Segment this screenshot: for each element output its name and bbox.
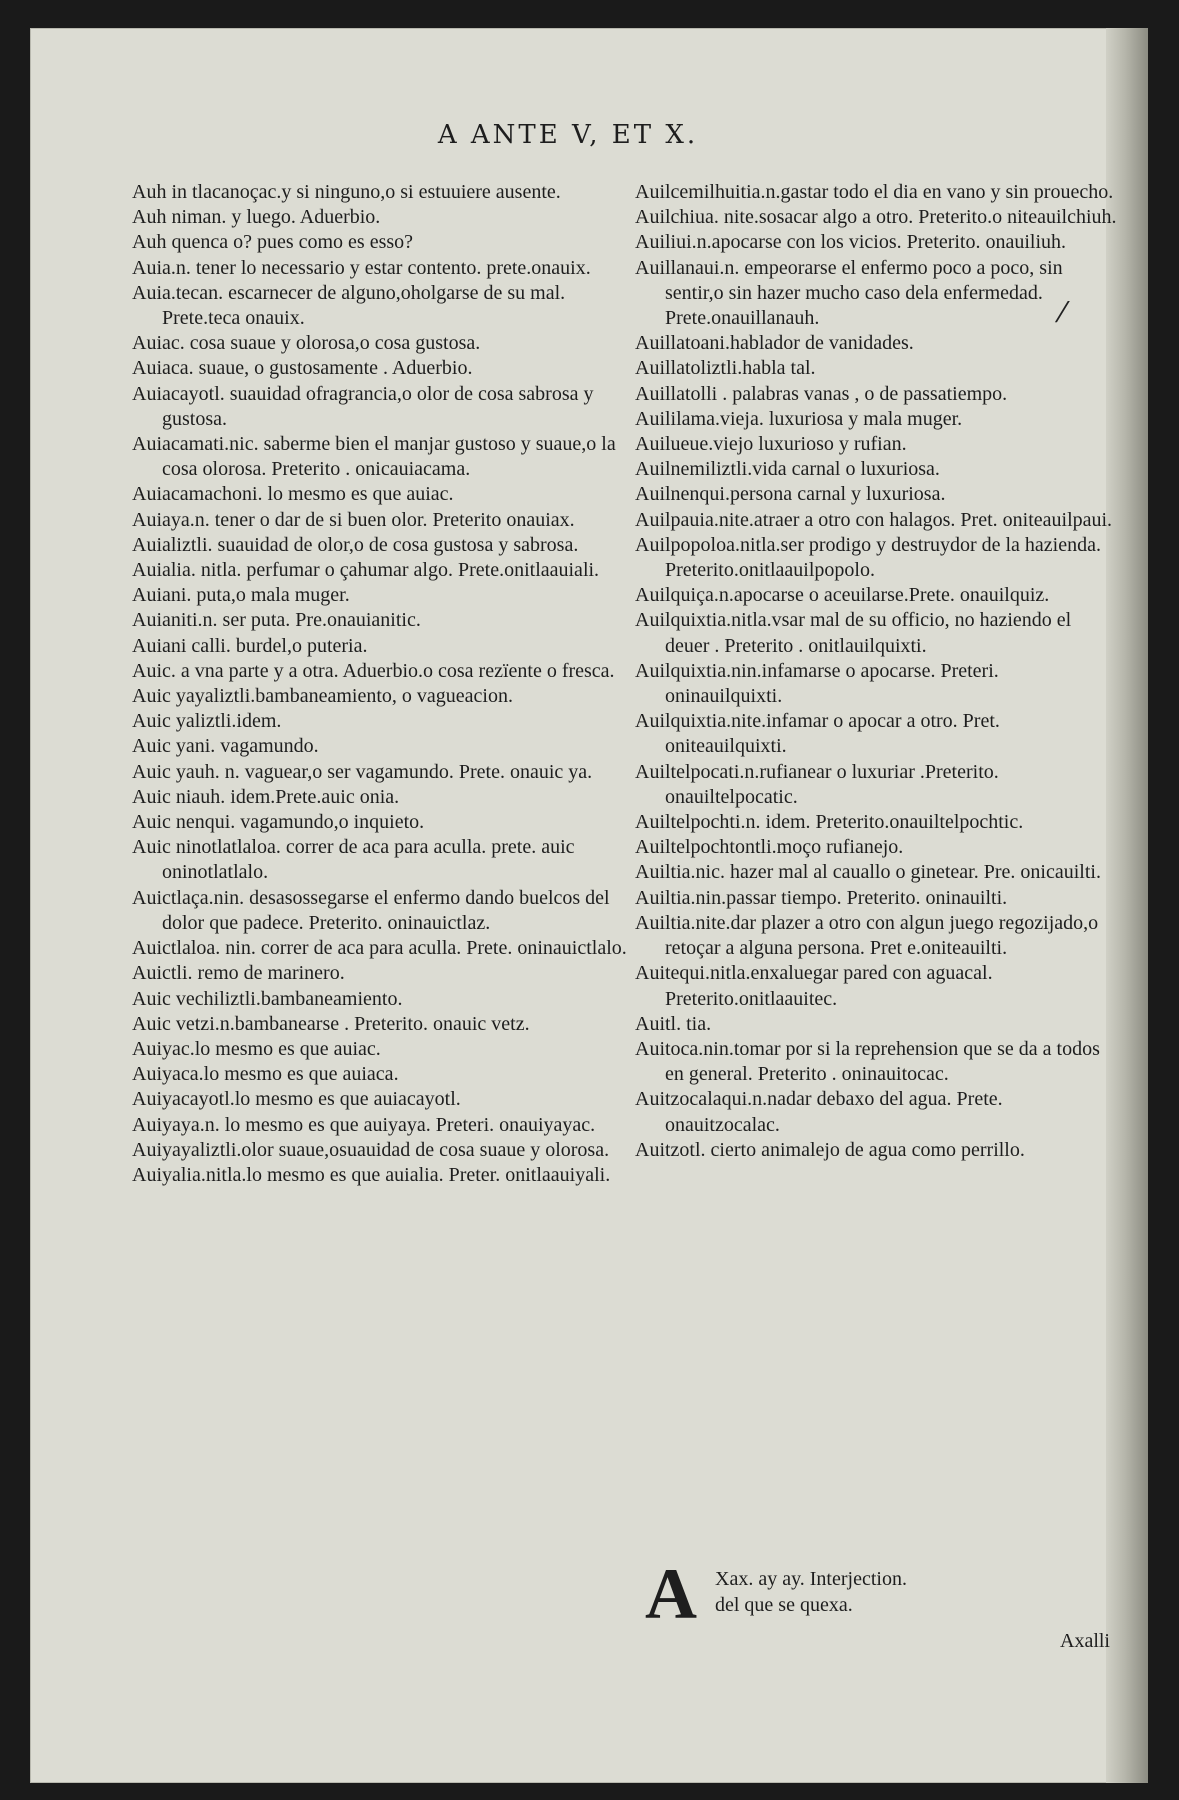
dictionary-entry: Auic yani. vagamundo. — [132, 735, 319, 758]
left-column — [132, 180, 632, 1188]
dictionary-entry: Auiltelpocati.n.rufianear o luxuriar .Preterito. onauiltelpocatic. — [635, 760, 999, 808]
dictionary-entry: Auillatoani.hablador de vanidades. — [635, 332, 914, 355]
dictionary-entry: Auilquixtia.nin.infamarse o apocarse. Preteri. oninauilquixti. — [635, 659, 999, 708]
dictionary-entry: Auillatolli . palabras vanas , o de passatiempo. — [635, 382, 1008, 405]
dictionary-entry: Auia.tecan. escarnecer de alguno,oholgarse de su mal. Prete.teca onauix. — [132, 281, 566, 330]
dictionary-entry: Auillanaui.n. empeorarse el enfermo poco a poco, sin sentir,o sin hazer mucho caso dela enfermedad. Prete.onauillanauh. — [635, 256, 1063, 330]
ink-mark-icon: ⁄ — [1060, 296, 1065, 329]
dictionary-entry: Auililama.vieja. luxuriosa y mala muger. — [635, 407, 963, 430]
dictionary-entry: Auiyac.lo mesmo es que auiac. — [132, 1037, 381, 1060]
dictionary-entry: Auilnemiliztli.vida carnal o luxuriosa. — [635, 458, 940, 481]
dictionary-entry: Auilquixtia.nitla.vsar mal de su officio, no haziendo el deuer . Preterito . onitlauilquixti. — [635, 609, 1072, 657]
dictionary-entry: Auic niauh. idem.Prete.auic onia. — [132, 785, 400, 808]
catchword: Axalli — [1060, 1630, 1110, 1652]
dictionary-entry: Auia.n. tener lo necessario y estar contento. prete.onauix. — [132, 256, 591, 279]
dictionary-entry: Auilchiua. nite.sosacar algo a otro. Preterito.o niteauilchiuh. — [635, 206, 1117, 229]
dictionary-entry: Auitzocalaqui.n.nadar debaxo del agua. Prete. onauitzocalac. — [635, 1088, 1003, 1136]
dictionary-entry: Auiacayotl. suauidad ofragrancia,o olor de cosa sabrosa y gustosa. — [132, 382, 594, 430]
dictionary-entry: Auitzotl. cierto animalejo de agua como perrillo. — [635, 1138, 1025, 1161]
dictionary-entry: Auiacamachoni. lo mesmo es que auiac. — [132, 483, 454, 506]
section-start — [635, 1554, 1115, 1634]
dictionary-entry: Auiltia.nite.dar plazer a otro con algun juego regozijado,o retoçar a alguna persona. Pret e.oniteauilti. — [635, 911, 1099, 960]
dictionary-entry: Auilnenqui.persona carnal y luxuriosa. — [635, 483, 946, 506]
dictionary-entry: Auic vetzi.n.bambanearse . Preterito. onauic vetz. — [132, 1012, 530, 1035]
page-header: A ANTE V, ET X. — [437, 120, 699, 150]
dictionary-entry: Auilquiça.n.apocarse o aceuilarse.Prete. onauilquiz. — [635, 584, 1050, 607]
dictionary-entry: Auializtli. suauidad de olor,o de cosa gustosa y sabrosa. — [132, 533, 579, 556]
dictionary-entry: Auiliui.n.apocarse con los vicios. Preterito. onauiliuh. — [635, 231, 1067, 254]
dictionary-entry: Auiani calli. burdel,o puteria. — [132, 634, 368, 657]
book-page — [30, 28, 1148, 1783]
dictionary-entry: Auiltia.nic. hazer mal al cauallo o ginetear. Pre. onicauilti. — [635, 861, 1101, 884]
dictionary-entry: Auictlaloa. nin. correr de aca para aculla. Prete. oninauictlalo. — [132, 937, 627, 960]
section-entry-line-1: Xax. ay ay. Interjection. — [715, 1568, 907, 1590]
dictionary-entry: Auitequi.nitla.enxaluegar pared con aguacal. Preterito.onitlaauitec. — [635, 962, 993, 1010]
dictionary-entry: Auitl. tia. — [635, 1012, 712, 1035]
drop-cap: A — [645, 1554, 697, 1634]
dictionary-entry: Auh in tlacanoçac.y si ninguno,o si estuuiere ausente. — [132, 181, 561, 203]
dictionary-entry: Auic nenqui. vagamundo,o inquieto. — [132, 811, 425, 834]
dictionary-entry: Auic yayaliztli.bambaneamiento, o vagueacion. — [132, 685, 513, 708]
dictionary-entry: Auiyacayotl.lo mesmo es que auiacayotl. — [132, 1088, 461, 1111]
dictionary-entry: Auh niman. y luego. Aduerbio. — [132, 206, 381, 229]
dictionary-entry: Auiani. puta,o mala muger. — [132, 584, 350, 607]
dictionary-entry: Auic ninotlatlaloa. correr de aca para aculla. prete. auic oninotlatlalo. — [132, 836, 575, 884]
dictionary-entry: Auictli. remo de marinero. — [132, 962, 345, 985]
dictionary-entry: Auilpauia.nite.atraer a otro con halagos. Pret. oniteauilpaui. — [635, 508, 1113, 531]
dictionary-entry: Auilpopoloa.nitla.ser prodigo y destruydor de la hazienda. Preterito.onitlaauilpopolo. — [635, 533, 1101, 582]
dictionary-entry: Auic yaliztli.idem. — [132, 710, 282, 733]
dictionary-entry: Auiaca. suaue, o gustosamente . Aduerbio. — [132, 357, 473, 380]
right-column — [635, 180, 1120, 1163]
dictionary-entry: Auiyaca.lo mesmo es que auiaca. — [132, 1063, 399, 1086]
dictionary-entry: Auilcemilhuitia.n.gastar todo el dia en vano y sin prouecho. — [635, 181, 1114, 203]
dictionary-entry: Auiyalia.nitla.lo mesmo es que auialia. Preter. onitlaauiyali. — [132, 1163, 611, 1186]
dictionary-entry: Auianiti.n. ser puta. Pre.onauianitic. — [132, 609, 421, 632]
dictionary-entry: Auic vechiliztli.bambaneamiento. — [132, 987, 403, 1010]
dictionary-entry: Auiyaya.n. lo mesmo es que auiyaya. Preteri. onauiyayac. — [132, 1113, 596, 1136]
dictionary-entry: Auic yauh. n. vaguear,o ser vagamundo. Prete. onauic ya. — [132, 760, 593, 783]
dictionary-entry: Auiaya.n. tener o dar de si buen olor. Preterito onauiax. — [132, 508, 575, 531]
dictionary-entry: Auiltelpochtontli.moço rufianejo. — [635, 836, 904, 859]
dictionary-entry: Auictlaça.nin. desasossegarse el enfermo dando buelcos del dolor que padece. Preterito. oninauictlaz. — [132, 886, 610, 934]
dictionary-entry: Auiltelpochti.n. idem. Preterito.onauiltelpochtic. — [635, 811, 1024, 834]
dictionary-entry: Auitoca.nin.tomar por si la reprehension que se da a todos en general. Preterito . oninauitocac. — [635, 1037, 1100, 1086]
dictionary-entry: Auic. a vna parte y a otra. Aduerbio.o cosa rezïente o fresca. — [132, 659, 615, 682]
dictionary-entry: Auiltia.nin.passar tiempo. Preterito. oninauilti. — [635, 886, 1008, 909]
dictionary-entry: Auilueue.viejo luxurioso y rufian. — [635, 433, 907, 456]
dictionary-entry: Auilquixtia.nite.infamar o apocar a otro. Pret. oniteauilquixti. — [635, 710, 1000, 758]
dictionary-entry: Auiacamati.nic. saberme bien el manjar gustoso y suaue,o la cosa olorosa. Preterito . onicauiacama. — [132, 433, 616, 481]
dictionary-entry: Auiac. cosa suaue y olorosa,o cosa gustosa. — [132, 332, 481, 355]
dictionary-entry: Auillatoliztli.habla tal. — [635, 357, 816, 380]
dictionary-entry: Auialia. nitla. perfumar o çahumar algo. Prete.onitlaauiali. — [132, 559, 600, 582]
section-entry-line-2: del que se quexa. — [715, 1594, 853, 1616]
dictionary-entry: Auiyayaliztli.olor suaue,osuauidad de cosa suaue y olorosa. — [132, 1138, 610, 1161]
dictionary-entry: Auh quenca o? pues como es esso? — [132, 231, 414, 254]
